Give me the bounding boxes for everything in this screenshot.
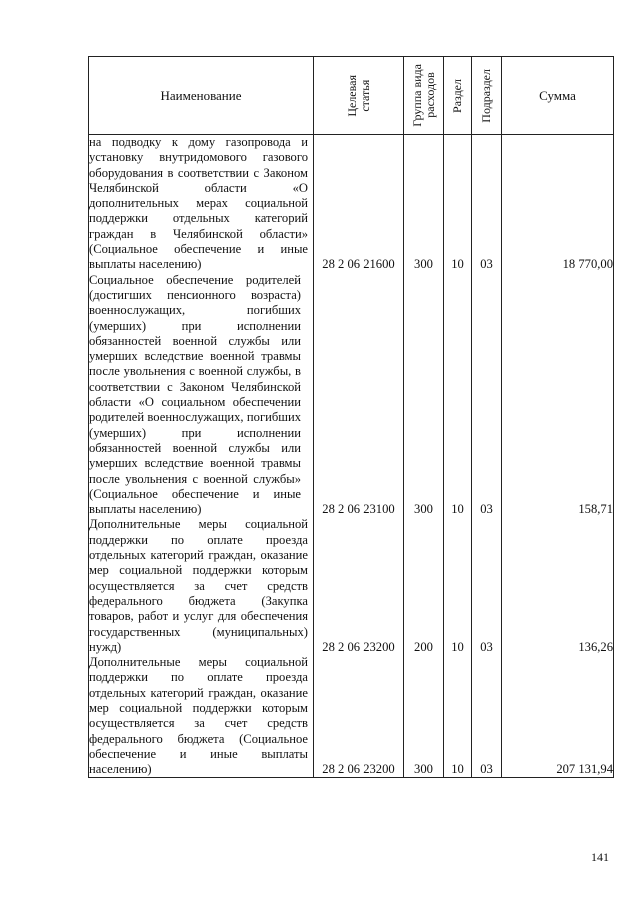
budget-table	[88, 56, 614, 778]
row-name-cell: на подводку к дому газопровода и установку внутридомового газового оборудования в соответствии с Законом Челябинской области «О дополнительных мерах социальной поддержки отдельных категорий граждан в Челябинской области» (Социальное обеспечение и иные выплаты населению)	[89, 135, 314, 273]
table-row	[89, 517, 614, 655]
row-expense-group: 300	[404, 655, 444, 778]
row-section: 10	[444, 135, 472, 273]
table-row	[89, 135, 614, 273]
row-sum: 136,26	[502, 517, 614, 655]
row-sum: 18 770,00	[502, 135, 614, 273]
row-expense-group: 200	[404, 517, 444, 655]
header-name: Наименование	[89, 57, 314, 135]
table-header-row	[89, 57, 614, 135]
header-target-article: Целевая статья	[314, 57, 404, 135]
row-sum: 158,71	[502, 273, 614, 518]
row-target-article: 28 2 06 23200	[314, 655, 404, 778]
header-expense-group: Группа вида расходов	[404, 57, 444, 135]
row-name-cell: Дополнительные меры социальной поддержки по оплате проезда отдельных категорий граждан, оказание мер социальной поддержки которым осуществляется за счет средств федерального бюджета (Социальное обеспечение и иные выплаты населению)	[89, 655, 314, 778]
row-subsection: 03	[472, 517, 502, 655]
row-name-cell: Социальное обеспечение родителей (достигших пенсионного возраста) военнослужащих, погибших (умерших) при исполнении обязанностей военной службы или умерших вследствие военной травмы после увольнения с военной службы, в соответствии с Законом Челябинской области «О социальном обеспечении родителей военнослужащих, погибших (умерших) при исполнении обязанностей военной службы или умерших вследствие военной травмы после увольнения с военной службы» (Социальное обеспечение и иные выплаты населению)	[89, 273, 314, 518]
row-name-cell: Дополнительные меры социальной поддержки по оплате проезда отдельных категорий граждан, оказание мер социальной поддержки которым осуществляется за счет средств федерального бюджета (Закупка товаров, работ и услуг для обеспечения государственных (муниципальных) нужд)	[89, 517, 314, 655]
row-target-article: 28 2 06 23200	[314, 517, 404, 655]
row-subsection: 03	[472, 655, 502, 778]
table-row	[89, 655, 614, 778]
row-target-article: 28 2 06 23100	[314, 273, 404, 518]
row-section: 10	[444, 655, 472, 778]
row-subsection: 03	[472, 273, 502, 518]
header-subsection: Подраздел	[472, 57, 502, 135]
header-sum: Сумма	[502, 57, 614, 135]
table-row	[89, 273, 614, 518]
row-subsection: 03	[472, 135, 502, 273]
row-section: 10	[444, 517, 472, 655]
row-expense-group: 300	[404, 135, 444, 273]
page-number: 141	[591, 850, 609, 864]
row-sum: 207 131,94	[502, 655, 614, 778]
row-section: 10	[444, 273, 472, 518]
header-section: Раздел	[444, 57, 472, 135]
row-expense-group: 300	[404, 273, 444, 518]
row-target-article: 28 2 06 21600	[314, 135, 404, 273]
